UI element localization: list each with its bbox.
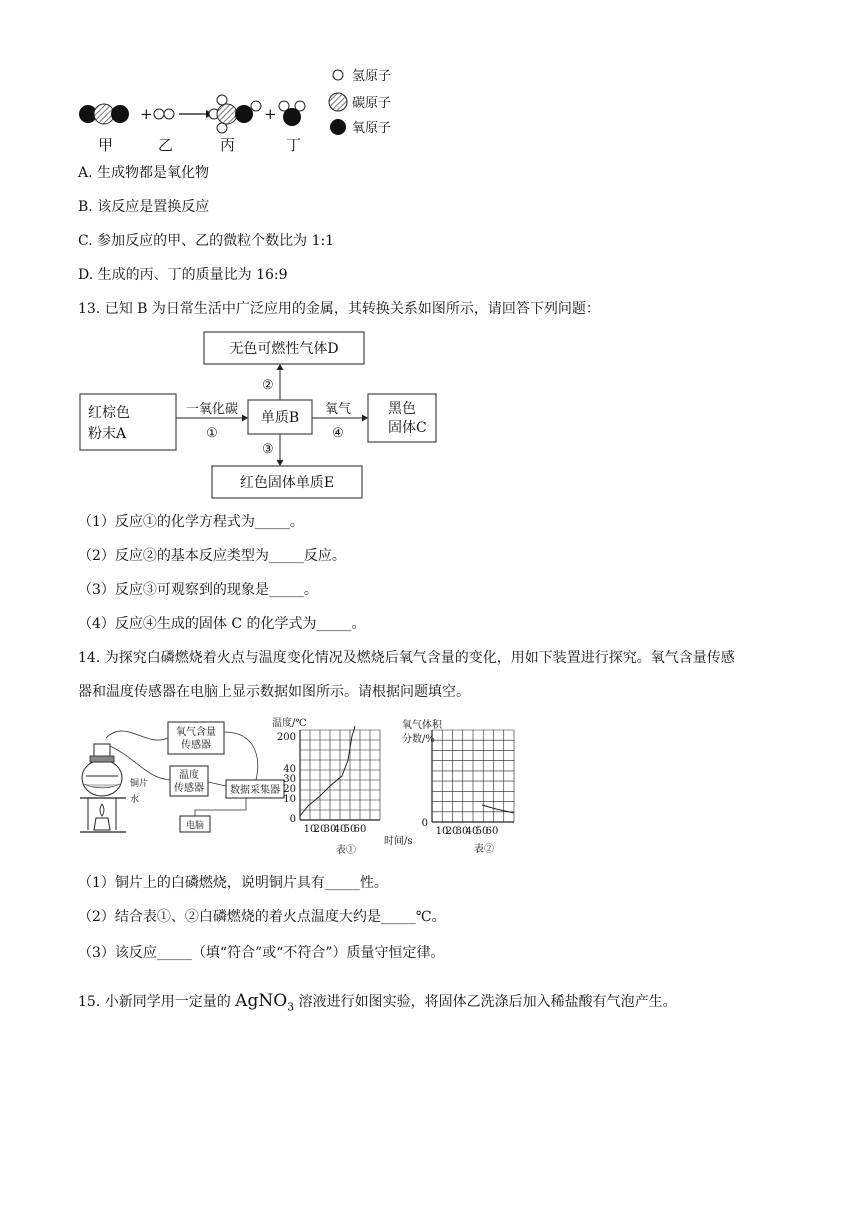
svg-text:氧气: 氧气 (324, 402, 352, 417)
q13-stem: 13. 已知 B 为日常生活中广泛应用的金属，其转换关系如图所示，请回答下列问题： (78, 301, 600, 317)
q13-conversion-diagram (76, 328, 446, 504)
chart1-xtick: 60 (353, 824, 367, 835)
q13-part-3: （3）反应③可观察到的现象是_____。 (78, 582, 318, 598)
svg-text:碳原子: 碳原子 (352, 96, 392, 111)
molecule-ding (279, 101, 305, 126)
svg-text:③: ③ (262, 442, 274, 457)
chart2-caption: 表② (474, 844, 494, 855)
q15-stem (78, 992, 677, 1016)
chart2-xtick: 10 (435, 826, 449, 837)
q13-part-4: （4）反应④生成的固体 C 的化学式为_____。 (78, 616, 366, 632)
chart1-ylabel: 温度/℃ (272, 718, 307, 729)
option-c: C. 参加反应的甲、乙的微粒个数比为 1:1 (78, 233, 335, 249)
svg-text:单质B: 单质B (260, 410, 300, 426)
chart1-xtick: 50 (343, 824, 357, 835)
q14-chart-temperature (270, 716, 413, 856)
chart2-xtick: 40 (465, 826, 479, 837)
chart2-xtick: 20 (445, 826, 459, 837)
chart1-xtick: 20 (313, 824, 327, 835)
molecule-name-yi: 乙 (158, 136, 174, 154)
svg-text:红色固体单质E: 红色固体单质E (239, 475, 335, 491)
chart2-xtick: 30 (455, 826, 469, 837)
chart1-xtick: 30 (323, 824, 337, 835)
q15-prefix: 15. 小新同学用一定量的 (78, 994, 236, 1010)
svg-text:氧原子: 氧原子 (352, 121, 392, 136)
q14-stem-line1: 14. 为探究白磷燃烧着火点与温度变化情况及燃烧后氧气含量的变化，用如下装置进行探究。氧气含量传感 (78, 650, 735, 666)
svg-text:④: ④ (332, 426, 344, 441)
q15-suffix: 溶液进行如图实验，将固体乙洗涤后加入稀盐酸有气泡产生。 (294, 994, 677, 1010)
chart2-ytick-0: 0 (421, 818, 428, 829)
molecule-bing (209, 95, 261, 133)
molecule-name-bing: 丙 (220, 136, 236, 154)
q14-stem-line2: 器和温度传感器在电脑上显示数据如图所示。请根据问题填空。 (78, 684, 470, 700)
svg-text:氢原子: 氢原子 (352, 69, 392, 84)
chart1-ytick: 200 (276, 732, 296, 743)
chart1-ytick: 40 (283, 764, 296, 775)
chart2-xtick: 60 (485, 826, 499, 837)
svg-text:②: ② (262, 378, 274, 393)
q14-apparatus (76, 718, 290, 838)
svg-text:固体C: 固体C (388, 420, 427, 436)
svg-text:一氧化碳: 一氧化碳 (185, 402, 239, 417)
svg-text:水: 水 (130, 795, 140, 805)
q14-part-2: （2）结合表①、②白磷燃烧的着火点温度大约是_____℃。 (78, 909, 446, 925)
atom-legend (329, 69, 391, 136)
chart1-ytick: 20 (283, 784, 296, 795)
chart1-curve (300, 730, 354, 816)
chart2-xtick: 50 (475, 826, 489, 837)
option-b: B. 该反应是置换反应 (78, 199, 210, 215)
svg-text:红棕色: 红棕色 (88, 405, 130, 421)
plus-sign: + (140, 105, 153, 123)
molecule-yi (154, 109, 174, 119)
svg-text:传感器: 传感器 (174, 783, 204, 794)
molecule-jia (79, 104, 129, 124)
chart1-xlabel: 时间/s (384, 836, 413, 847)
svg-text:粉末A: 粉末A (88, 426, 127, 442)
molecule-reaction-figure (74, 62, 414, 158)
svg-text:无色可燃性气体D: 无色可燃性气体D (229, 341, 339, 357)
option-a: A. 生成物都是氧化物 (78, 165, 210, 181)
molecule-name-ding: 丁 (286, 136, 302, 154)
svg-text:黑色: 黑色 (388, 401, 416, 417)
chart1-ytick: 0 (289, 814, 296, 825)
plus-sign: + (264, 105, 277, 123)
chart1-xtick: 40 (333, 824, 347, 835)
q14-part-1: （1）铜片上的白磷燃烧，说明铜片具有_____性。 (78, 875, 388, 891)
svg-text:氧气含量: 氧气含量 (176, 727, 216, 738)
chart1-xtick: 10 (303, 824, 317, 835)
q13-part-2: （2）反应②的基本反应类型为_____反应。 (78, 548, 346, 564)
q15-formula: AgNO$_3$ (235, 991, 295, 1014)
svg-text:温度: 温度 (179, 770, 199, 781)
chart2-ylabel-2: 分数/% (402, 734, 435, 745)
chart1-ytick: 30 (283, 774, 296, 785)
svg-text:数据采集器: 数据采集器 (230, 785, 280, 796)
chart1-caption: 表① (336, 845, 356, 856)
svg-text:①: ① (206, 426, 218, 441)
chart1-ytick: 10 (283, 794, 296, 805)
q14-chart-oxygen (400, 716, 526, 856)
svg-text:铜片: 铜片 (130, 779, 149, 789)
option-d: D. 生成的丙、丁的质量比为 16:9 (78, 267, 288, 283)
chart2-ylabel-1: 氧气体积 (402, 720, 442, 731)
q14-part-3: （3）该反应_____（填“符合”或“不符合”）质量守恒定律。 (78, 945, 445, 961)
molecule-name-jia: 甲 (98, 136, 114, 154)
q13-part-1: （1）反应①的化学方程式为_____。 (78, 514, 304, 530)
svg-text:电脑: 电脑 (185, 821, 205, 831)
svg-text:传感器: 传感器 (181, 740, 211, 751)
